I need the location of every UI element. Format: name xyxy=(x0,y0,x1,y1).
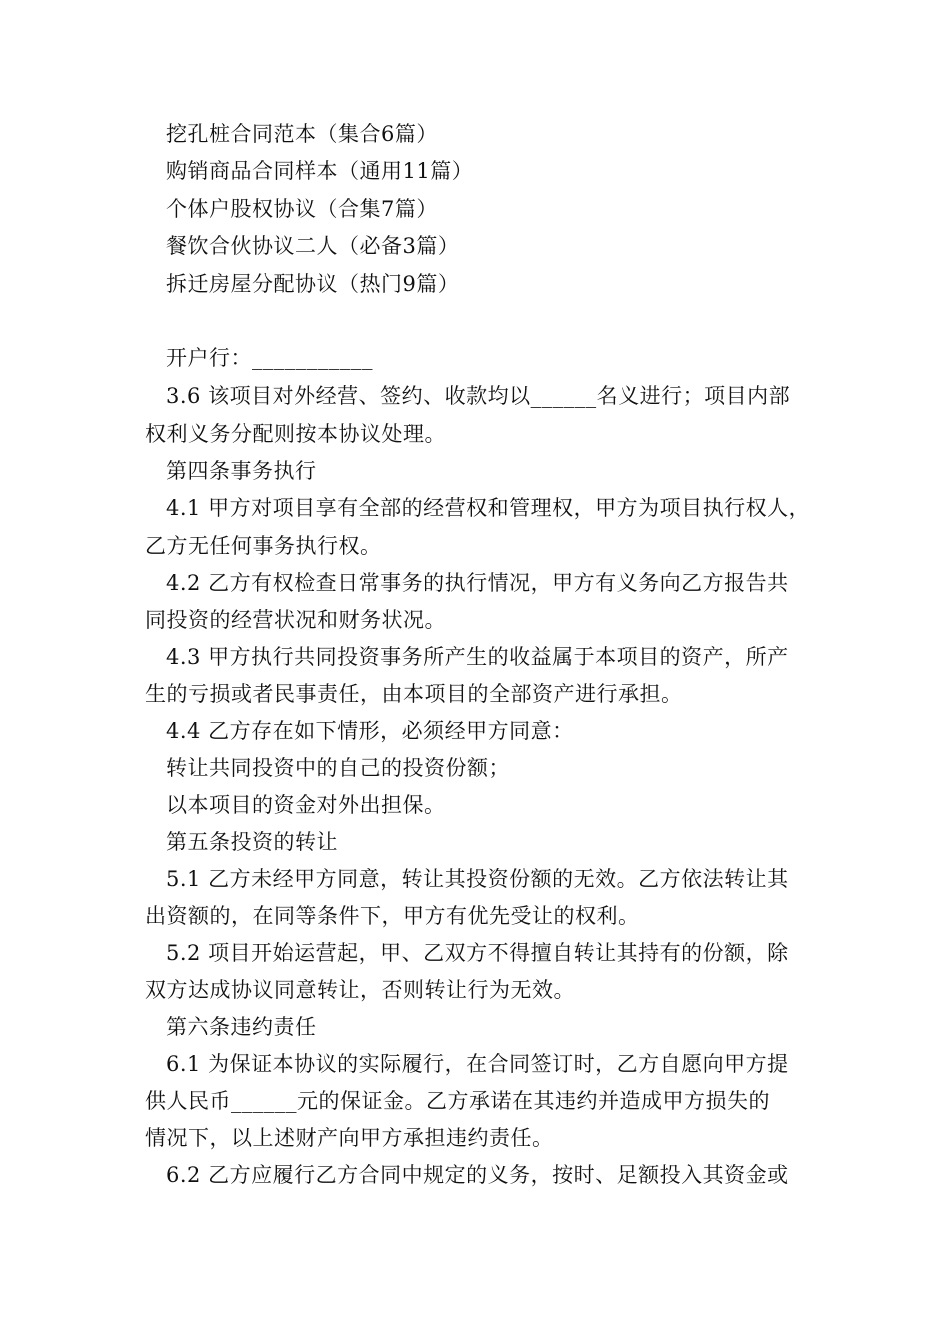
related-article-link[interactable]: 个体户股权协议（合集7篇） xyxy=(166,197,438,221)
paragraph-4-2: 4.2 乙方有权检查日常事务的执行情况，甲方有义务向乙方报告共 xyxy=(166,571,789,595)
bank-field: 开户行：___________ xyxy=(166,346,373,370)
section-heading-6: 第六条违约责任 xyxy=(166,1015,317,1039)
paragraph-3-6: 3.6 该项目对外经营、签约、收款均以______名义进行；项目内部 xyxy=(166,384,791,408)
list-item: 转让共同投资中的自己的投资份额； xyxy=(166,756,510,780)
paragraph-6-1-cont: 情况下，以上述财产向甲方承担违约责任。 xyxy=(145,1126,554,1150)
paragraph-5-2: 5.2 项目开始运营起，甲、乙双方不得擅自转让其持有的份额，除 xyxy=(166,941,789,965)
paragraph-4-1: 4.1 甲方对项目享有全部的经营权和管理权，甲方为项目执行权人， xyxy=(166,496,811,520)
section-heading-5: 第五条投资的转让 xyxy=(166,830,338,854)
paragraph-4-4: 4.4 乙方存在如下情形，必须经甲方同意： xyxy=(166,719,574,743)
related-article-link[interactable]: 餐饮合伙协议二人（必备3篇） xyxy=(166,234,460,258)
paragraph-3-6-cont: 权利义务分配则按本协议处理。 xyxy=(145,422,446,446)
paragraph-4-1-cont: 乙方无任何事务执行权。 xyxy=(145,534,382,558)
paragraph-4-2-cont: 同投资的经营状况和财务状况。 xyxy=(145,608,446,632)
paragraph-5-2-cont: 双方达成协议同意转让，否则转让行为无效。 xyxy=(145,978,575,1002)
paragraph-5-1: 5.1 乙方未经甲方同意，转让其投资份额的无效。乙方依法转让其 xyxy=(166,867,789,891)
paragraph-4-3: 4.3 甲方执行共同投资事务所产生的收益属于本项目的资产，所产 xyxy=(166,645,789,669)
paragraph-6-1: 6.1 为保证本协议的实际履行，在合同签订时，乙方自愿向甲方提 xyxy=(166,1052,789,1076)
related-article-link[interactable]: 拆迁房屋分配协议（热门9篇） xyxy=(166,272,460,296)
section-heading-4: 第四条事务执行 xyxy=(166,459,317,483)
paragraph-6-1-cont: 供人民币______元的保证金。乙方承诺在其违约并造成甲方损失的 xyxy=(145,1089,770,1113)
related-article-link[interactable]: 购销商品合同样本（通用11篇） xyxy=(166,159,474,183)
related-article-link[interactable]: 挖孔桩合同范本（集合6篇） xyxy=(166,122,438,146)
paragraph-4-3-cont: 生的亏损或者民事责任，由本项目的全部资产进行承担。 xyxy=(145,682,683,706)
list-item: 以本项目的资金对外出担保。 xyxy=(166,793,446,817)
paragraph-5-1-cont: 出资额的，在同等条件下，甲方有优先受让的权利。 xyxy=(145,904,640,928)
paragraph-6-2: 6.2 乙方应履行乙方合同中规定的义务，按时、足额投入其资金或 xyxy=(166,1163,789,1187)
